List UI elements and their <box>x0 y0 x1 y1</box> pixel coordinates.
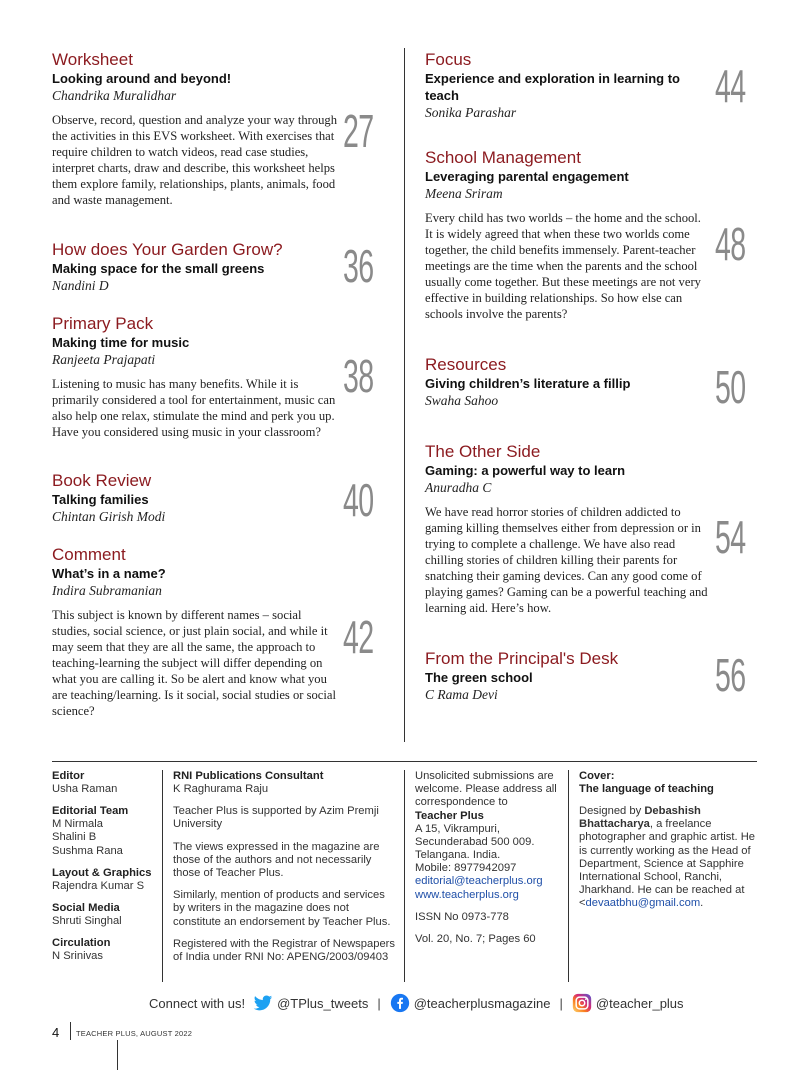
section-title: Focus <box>425 50 472 69</box>
cover-title: The language of teaching <box>579 783 714 795</box>
staff-layout <box>52 867 152 893</box>
toc-entry-other-side[interactable] <box>425 442 708 616</box>
volume-info: Vol. 20, No. 7; Pages 60 <box>415 933 536 946</box>
masthead-info <box>173 770 395 973</box>
toc-entry-school-management[interactable] <box>425 148 705 322</box>
article-headline: Gaming: a powerful way to learn <box>425 463 626 478</box>
website-link[interactable]: www.teacherplus.org <box>415 888 519 901</box>
address-line: Secunderabad 500 009. <box>415 835 535 848</box>
page-number: 42 <box>343 611 374 663</box>
page-number: 54 <box>715 511 746 563</box>
article-headline: Talking families <box>52 492 149 507</box>
page-number: 40 <box>343 474 374 526</box>
toc-entry-book-review[interactable] <box>52 471 337 525</box>
mobile-number: Mobile: 8977942097 <box>415 862 517 875</box>
credit-text: , a freelance photographer and graphic artist. He is currently working as the Head of Department, Science at Sapphire International School, Ranchi, Jharkhand. He can be reached at < <box>579 818 756 910</box>
support-note: Teacher Plus is supported by Azim Premji University <box>173 805 379 831</box>
staff-social-media <box>52 902 152 928</box>
designer-email-link[interactable]: devaatbhu@gmail.com <box>585 897 701 910</box>
masthead-cover <box>579 770 757 911</box>
page-number: 50 <box>715 361 746 413</box>
page-number: 56 <box>715 649 746 701</box>
folio-publication: TEACHER PLUS, AUGUST 2022 <box>76 1029 193 1038</box>
toc-entry-focus[interactable] <box>425 50 705 121</box>
page-number: 36 <box>343 240 374 292</box>
staff-name: M Nirmala <box>52 818 103 831</box>
article-description: Observe, record, question and analyze your way through the activities in this EVS worksheet. With exercises that require children to watch videos, read case studies, interpret charts, draw and describe, this worksheet helps them explore family, relationships, plants, animals, food and waste management. <box>52 113 338 207</box>
article-headline: Leveraging parental engagement <box>425 169 629 184</box>
section-title: Primary Pack <box>52 314 154 333</box>
masthead-contact <box>415 770 559 946</box>
consultant <box>173 770 395 796</box>
masthead-rule <box>52 761 757 762</box>
article-headline: Experience and exploration in learning to teach <box>425 71 680 103</box>
section-title: Book Review <box>52 471 152 490</box>
org-name: Teacher Plus <box>415 809 484 822</box>
staff-name: Usha Raman <box>52 783 118 795</box>
email-link[interactable]: editorial@teacherplus.org <box>415 875 543 888</box>
address-line: A 15, Vikrampuri, <box>415 822 500 835</box>
article-description: This subject is known by different names – social studies, social science, or just plain social, and while it may seem that they are all the same, the approach to teaching-learning the subject will differ depending on what you are calling it. So be alert and know what you are teaching/learning. Is it social, social studies or social science? <box>52 608 336 718</box>
consultant-name: K Raghurama Raju <box>173 783 269 795</box>
masthead-staff <box>52 770 152 972</box>
article-author: Nandini D <box>52 278 109 293</box>
twitter-bird-icon[interactable] <box>253 993 273 1013</box>
section-title: How does Your Garden Grow? <box>52 240 283 259</box>
article-headline: Making space for the small greens <box>52 261 265 276</box>
toc-entry-primary-pack[interactable] <box>52 314 337 440</box>
facebook-icon[interactable] <box>390 993 410 1013</box>
article-author: Chintan Girish Modi <box>52 509 166 524</box>
folio-page-number: 4 <box>52 1025 60 1040</box>
column-divider <box>404 48 405 742</box>
page-number: 44 <box>715 60 746 112</box>
staff-editorial-team <box>52 805 152 858</box>
staff-name: Shalini B <box>52 831 97 844</box>
staff-name: Sushma Rana <box>52 844 123 857</box>
instagram-icon[interactable] <box>572 993 592 1013</box>
cover-label: Cover: <box>579 770 615 782</box>
separator: | <box>377 995 381 1011</box>
article-headline: Making time for music <box>52 335 190 350</box>
views-disclaimer: The views expressed in the magazine are those of the authors and not necessarily those of Teacher Plus. <box>173 840 380 880</box>
page-number: 38 <box>343 350 374 402</box>
staff-label: Layout & Graphics <box>52 866 152 879</box>
social-connect-row <box>149 993 684 1013</box>
staff-editor <box>52 770 152 796</box>
section-title: From the Principal's Desk <box>425 649 619 668</box>
staff-name: Rajendra Kumar S <box>52 879 145 892</box>
separator: | <box>559 995 563 1011</box>
credit-end: . <box>700 897 704 910</box>
section-title: Resources <box>425 355 507 374</box>
article-headline: The green school <box>425 670 533 685</box>
staff-label: Social Media <box>52 902 120 915</box>
section-title: Comment <box>52 545 126 564</box>
masthead-divider <box>162 770 163 982</box>
article-author: Ranjeeta Prajapati <box>52 352 156 367</box>
article-description: We have read horror stories of children addicted to gaming killing themselves either from depression or in trying to complete a challenge. We have also read chilling stories of children killing their parents for snatching their gaming devices. Can any good come of playing games? Gaming can be a powerful teaching and learning aid. Here’s how. <box>425 505 708 615</box>
section-title: School Management <box>425 148 581 167</box>
article-description: Listening to music has many benefits. While it is primarily considered a tool for entertainment, music can also help one relax, stimulate the mind and perk you up. Have you considered using music in your classroom? <box>52 377 336 439</box>
page-number: 27 <box>343 105 374 157</box>
article-author: Sonika Parashar <box>425 105 517 120</box>
facebook-handle[interactable]: @teacherplusmagazine <box>413 995 551 1011</box>
submissions-note: Unsolicited submissions are welcome. Please address all correspondence to <box>415 770 557 809</box>
article-author: Chandrika Muralidhar <box>52 88 177 103</box>
instagram-handle[interactable]: @teacher_plus <box>595 995 684 1011</box>
consultant-label: RNI Publications Consultant <box>173 770 324 782</box>
designer-name: Debashish Bhattacharya <box>579 805 701 831</box>
toc-entry-comment[interactable] <box>52 545 342 719</box>
page-number: 48 <box>715 218 746 270</box>
toc-entry-principals-desk[interactable] <box>425 649 705 703</box>
footer-tick <box>117 1040 118 1070</box>
staff-label: Editor <box>52 770 85 782</box>
article-headline: What’s in a name? <box>52 566 166 581</box>
article-author: Swaha Sahoo <box>425 393 499 408</box>
footer-divider <box>70 1022 71 1040</box>
address-line: Telangana. India. <box>415 849 501 862</box>
article-headline: Giving children’s literature a fillip <box>425 376 631 391</box>
article-author: C Rama Devi <box>425 687 498 702</box>
staff-circulation <box>52 937 152 963</box>
staff-name: N Srinivas <box>52 950 103 963</box>
section-title: Worksheet <box>52 50 133 69</box>
article-author: Indira Subramanian <box>52 583 162 598</box>
connect-label: Connect with us! <box>149 995 246 1011</box>
staff-name: Shruti Singhal <box>52 915 122 928</box>
masthead-divider <box>568 770 569 982</box>
staff-label: Editorial Team <box>52 805 129 818</box>
article-author: Anuradha C <box>425 480 492 495</box>
toc-entry-worksheet[interactable] <box>52 50 337 208</box>
issn: ISSN No 0973-778 <box>415 910 509 923</box>
article-author: Meena Sriram <box>425 186 503 201</box>
twitter-handle[interactable]: @TPlus_tweets <box>277 995 369 1011</box>
section-title: The Other Side <box>425 442 541 461</box>
article-description: Every child has two worlds – the home and the school. It is widely agreed that when these two worlds come together, the child benefits immensely. Parent-teacher meetings are the time when the parents and the school usually come together. But these meetings are not very effective in building relationships. So how else can schools involve the parents? <box>425 211 701 321</box>
cover-credit <box>579 805 757 911</box>
credit-prefix: Designed by <box>579 805 645 817</box>
endorsement-disclaimer: Similarly, mention of products and services by writers in the magazine does not constitute an endorsement by Teacher Plus. <box>173 889 391 928</box>
masthead-divider <box>404 770 405 982</box>
staff-label: Circulation <box>52 937 111 950</box>
registration-note: Registered with the Registrar of Newspapers of India under RNI No: APENG/2003/09403 <box>173 937 395 964</box>
article-headline: Looking around and beyond! <box>52 71 232 86</box>
toc-entry-resources[interactable] <box>425 355 705 409</box>
toc-entry-garden[interactable] <box>52 240 337 294</box>
